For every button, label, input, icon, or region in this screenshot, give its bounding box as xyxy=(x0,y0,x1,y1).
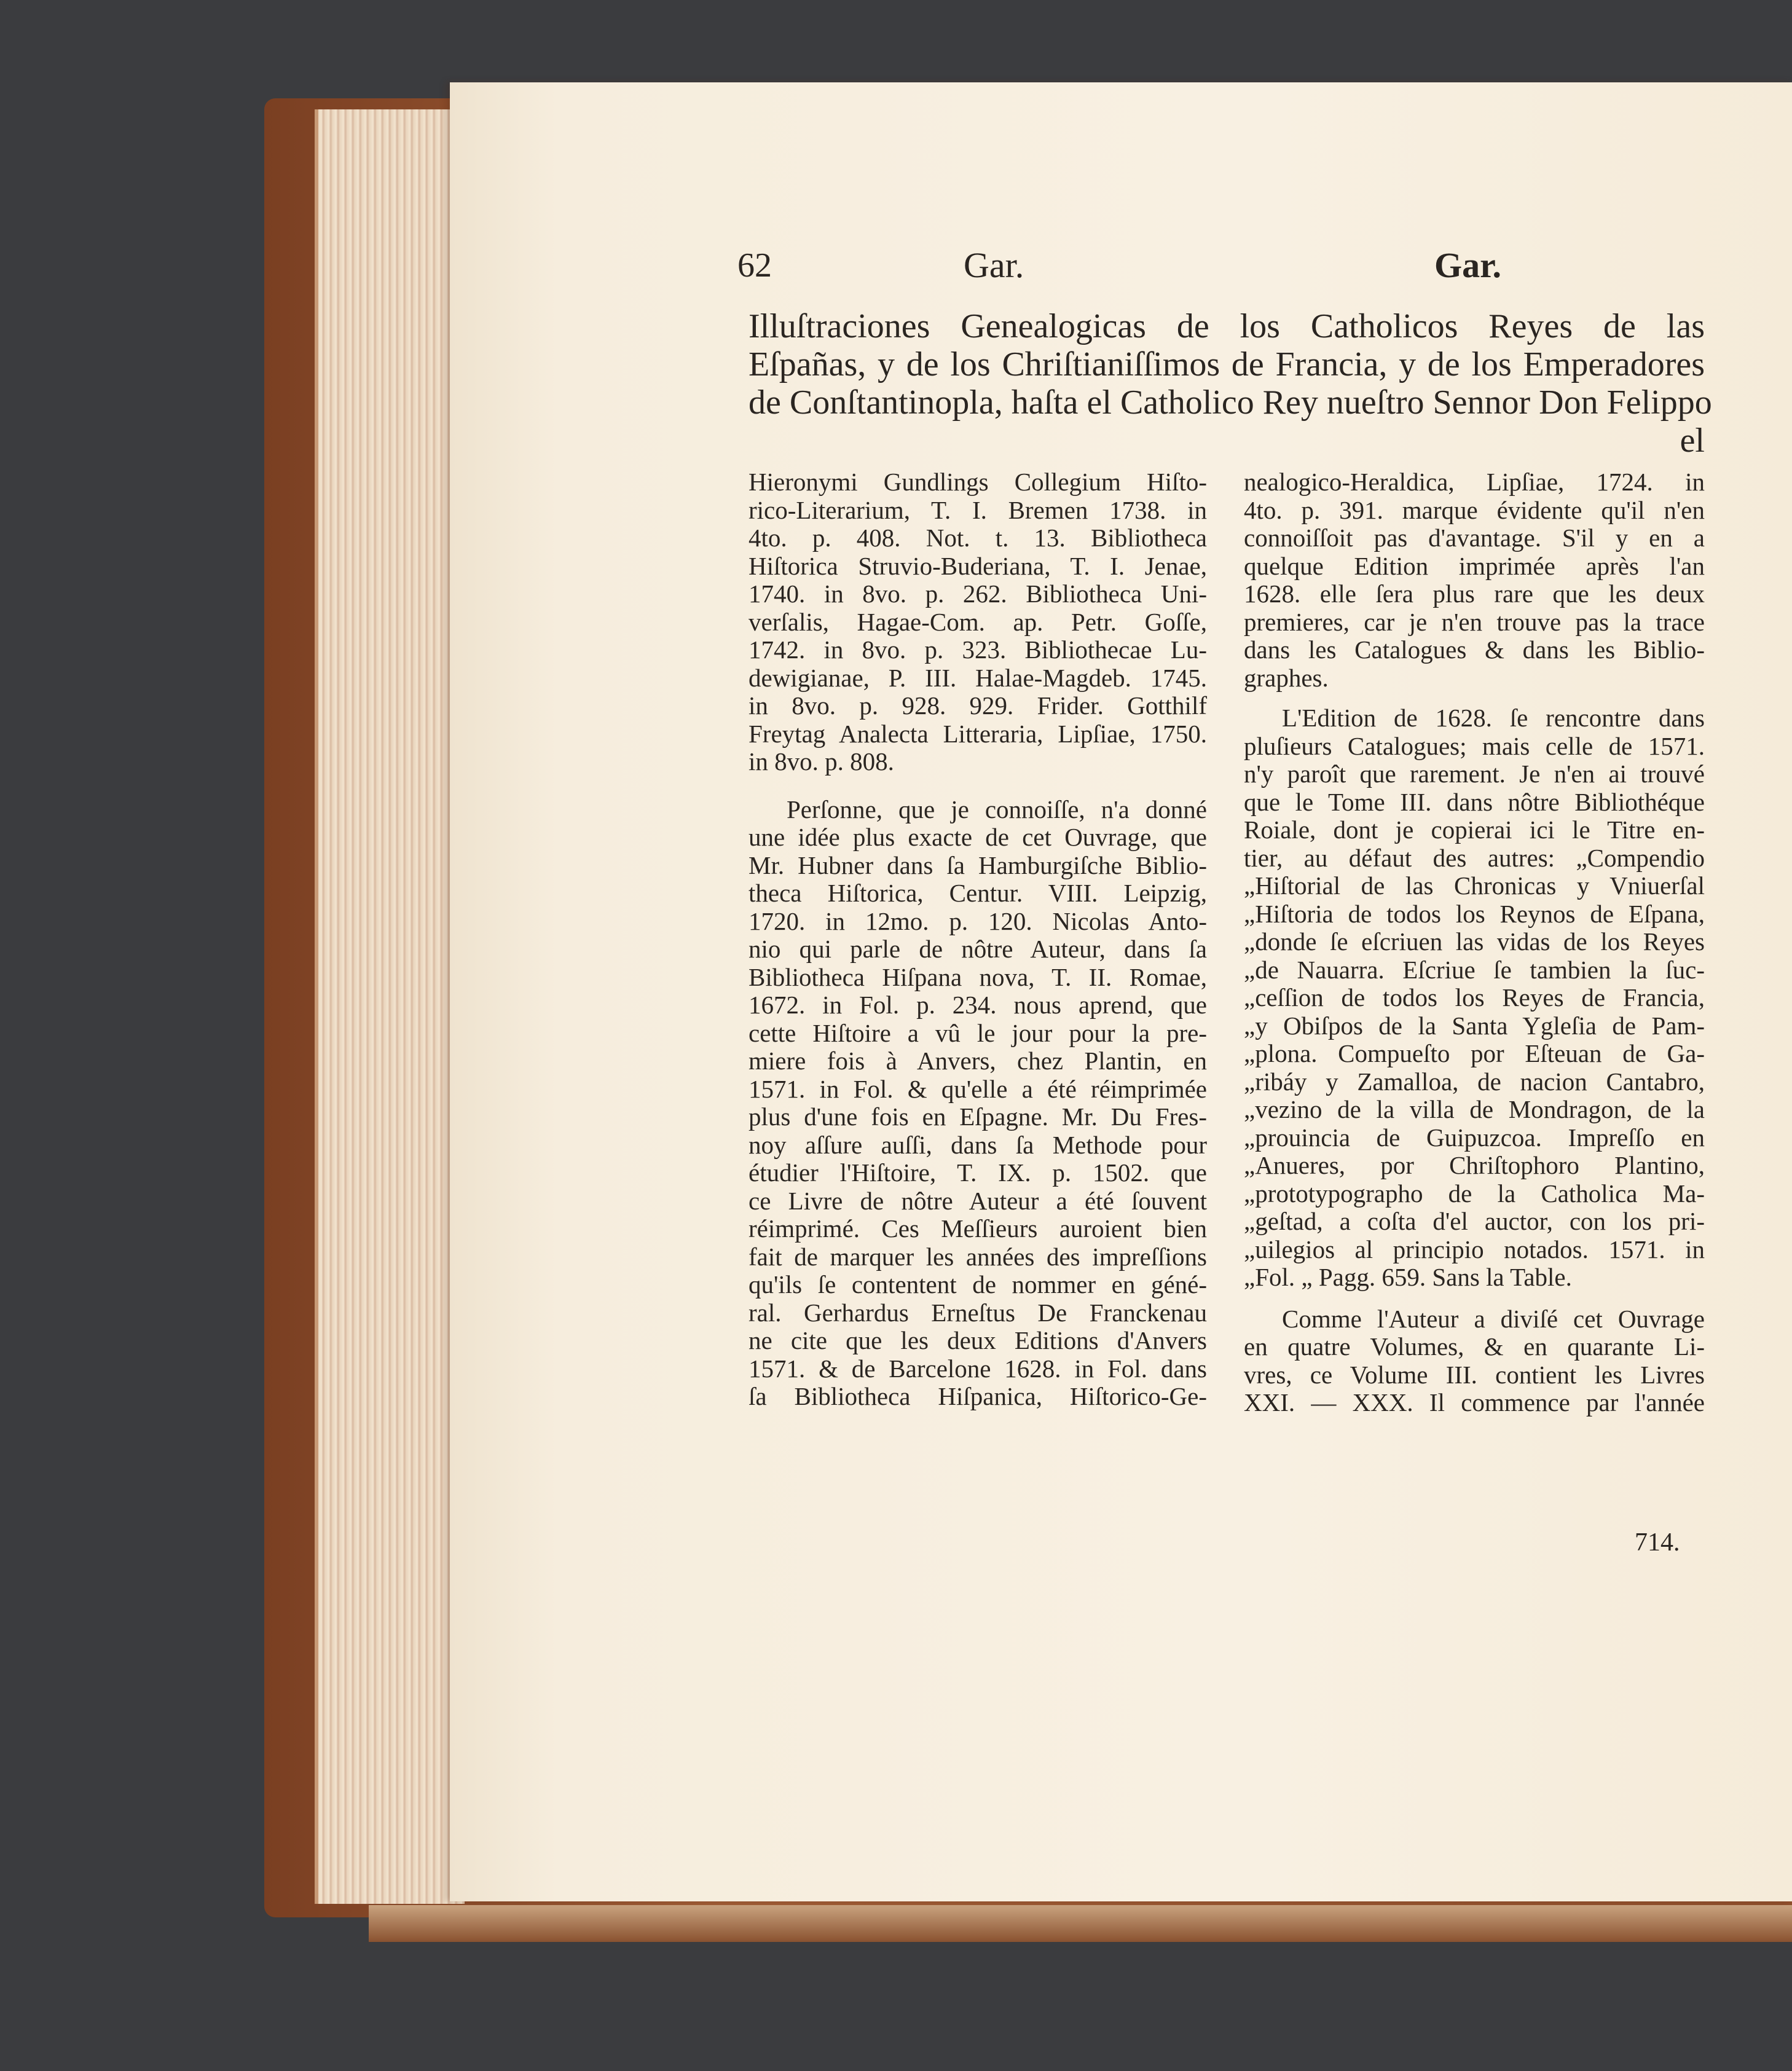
text-line: Comme l'Auteur a diviſé cet Ouvrage xyxy=(1282,1304,1705,1333)
text-line: 1571. in Fol. & qu'elle a été réimprimée xyxy=(749,1074,1207,1103)
text-line: in 8vo. p. 928. 929. Frider. Gotthilf xyxy=(749,691,1207,720)
text-line: „Anueres, por Chriſtophoro Plantino, xyxy=(1244,1151,1705,1179)
text-line: verſalis, Hagae-Com. ap. Petr. Goſſe, xyxy=(749,607,1207,636)
running-head-left: Gar. xyxy=(964,245,1024,285)
text-line: étudier l'Hiſtoire, T. IX. p. 1502. que xyxy=(749,1158,1207,1187)
text-line: L'Edition de 1628. ſe rencontre dans xyxy=(1282,704,1705,732)
left-paragraph-1 xyxy=(749,468,1207,776)
text-line: 4to. p. 391. marque évidente qu'il n'en xyxy=(1244,495,1705,524)
text-line: fait de marquer les années des impreſſions xyxy=(749,1242,1207,1271)
catchword: 714. xyxy=(1635,1528,1680,1557)
text-line: dans les Catalogues & dans les Biblio- xyxy=(1244,635,1705,664)
text-line: „prototypographo de la Catholica Ma- xyxy=(1244,1179,1705,1208)
text-line: ne cite que les deux Editions d'Anvers xyxy=(749,1326,1207,1354)
text-line: in 8vo. p. 808. xyxy=(749,747,894,776)
right-paragraph-2 xyxy=(1244,704,1705,1292)
text-line: theca Hiſtorica, Centur. VIII. Leipzig, xyxy=(749,879,1207,907)
text-line: réimprimé. Ces Meſſieurs auroient bien xyxy=(749,1214,1207,1243)
text-line: premieres, car je n'en trouve pas la trace xyxy=(1244,607,1705,636)
text-line: „uilegios al principio notados. 1571. in xyxy=(1244,1235,1705,1263)
entry-title xyxy=(749,307,1712,460)
text-line: rico-Literarium, T. I. Bremen 1738. in xyxy=(749,495,1207,524)
text-line: „ribáy y Zamalloa, de nacion Cantabro, xyxy=(1244,1067,1705,1096)
text-line: „vezino de la villa de Mondragon, de la xyxy=(1244,1095,1705,1123)
text-line: „Fol. „ Pagg. 659. Sans la Table. xyxy=(1244,1263,1572,1291)
text-line: 1628. elle ſera plus rare que les deux xyxy=(1244,580,1705,608)
text-line: 1742. in 8vo. p. 323. Bibliothecae Lu- xyxy=(749,635,1207,664)
text-line: plus d'une fois en Eſpagne. Mr. Du Fres- xyxy=(749,1102,1207,1131)
text-line: graphes. xyxy=(1244,663,1329,692)
text-line: „donde ſe eſcriuen las vidas de los Reyes xyxy=(1244,927,1705,956)
text-line: 1740. in 8vo. p. 262. Bibliotheca Uni- xyxy=(749,580,1207,608)
text-line: „ceſſion de todos los Reyes de Francia, xyxy=(1244,983,1705,1012)
title-line: de Conſtantinopla, haſta el Catholico Rey nueſtro Sennor Don Felippo xyxy=(749,383,1712,422)
text-line: Hieronymi Gundlings Collegium Hiſto- xyxy=(749,468,1207,496)
text-line: 1672. in Fol. p. 234. nous aprend, que xyxy=(749,991,1207,1019)
text-line: Roiale, dont je copierai ici le Titre en- xyxy=(1244,815,1705,844)
text-line: connoiſſoit pas d'avantage. S'il y en a xyxy=(1244,524,1705,552)
text-line: n'y paroît que rarement. Je n'en ai trouvé xyxy=(1244,760,1705,788)
text-line: „plona. Compueſto por Eſteuan de Ga- xyxy=(1244,1039,1705,1067)
text-line: Freytag Analecta Litteraria, Lipſiae, 1750. xyxy=(749,719,1207,748)
text-line: nealogico-Heraldica, Lipſiae, 1724. in xyxy=(1244,468,1705,496)
text-line: que le Tome III. dans nôtre Bibliothéque xyxy=(1244,787,1705,816)
text-line: une idée plus exacte de cet Ouvrage, que xyxy=(749,823,1207,851)
text-line: ſa Bibliotheca Hiſpanica, Hiſtorico-Ge- xyxy=(749,1382,1207,1410)
left-paragraph-2 xyxy=(749,796,1207,1411)
text-line: XXI. — XXX. Il commence par l'année xyxy=(1244,1388,1705,1417)
text-line: „Hiſtoria de todos los Reynos de Eſpana, xyxy=(1244,899,1705,928)
text-line: miere fois à Anvers, chez Plantin, en xyxy=(749,1047,1207,1075)
page-fore-edge xyxy=(315,109,465,1904)
text-line: nio qui parle de nôtre Auteur, dans ſa xyxy=(749,935,1207,963)
text-line: 4to. p. 408. Not. t. 13. Bibliotheca xyxy=(749,524,1207,552)
text-line: Perſonne, que je connoiſſe, n'a donné xyxy=(787,795,1207,823)
text-line: „prouincia de Guipuzcoa. Impreſſo en xyxy=(1244,1123,1705,1152)
text-line: quelque Edition imprimée après l'an xyxy=(1244,551,1705,580)
right-column xyxy=(1244,468,1705,1417)
text-line: ce Livre de nôtre Auteur a été ſouvent xyxy=(749,1186,1207,1215)
text-line: „Hiſtorial de las Chronicas y Vniuerſal xyxy=(1244,871,1705,900)
text-line: Bibliotheca Hiſpana nova, T. II. Romae, xyxy=(749,962,1207,991)
page-number: 62 xyxy=(737,246,772,285)
right-paragraph-3 xyxy=(1244,1305,1705,1417)
text-line: Mr. Hubner dans ſa Hamburgiſche Biblio- xyxy=(749,851,1207,879)
text-line: „y Obiſpos de la Santa Ygleſia de Pam- xyxy=(1244,1011,1705,1040)
text-line: „geſtad, a coſta d'el auctor, con los pri- xyxy=(1244,1207,1705,1235)
text-line: dewigianae, P. III. Halae-Magdeb. 1745. xyxy=(749,663,1207,692)
text-line: Hiſtorica Struvio-Buderiana, T. I. Jenae, xyxy=(749,551,1207,580)
text-line: pluſieurs Catalogues; mais celle de 1571. xyxy=(1244,731,1705,760)
text-line: „de Nauarra. Eſcriue ſe tambien la ſuc- xyxy=(1244,955,1705,984)
title-line: Illuſtraciones Genealogicas de los Catholicos Reyes de las xyxy=(749,307,1705,345)
text-line: en quatre Volumes, & en quarante Li- xyxy=(1244,1332,1705,1361)
text-line: 1571. & de Barcelone 1628. in Fol. dans xyxy=(749,1354,1207,1383)
text-line: 1720. in 12mo. p. 120. Nicolas Anto- xyxy=(749,906,1207,935)
book-bottom-edge xyxy=(369,1905,1792,1942)
text-line: noy aſſure auſſi, dans ſa Methode pour xyxy=(749,1130,1207,1159)
text-line: ral. Gerhardus Erneſtus De Franckenau xyxy=(749,1298,1207,1327)
text-line: qu'ils ſe contentent de nommer en géné- xyxy=(749,1270,1207,1299)
text-line: tier, au défaut des autres: „Compendio xyxy=(1244,843,1705,872)
text-line: vres, ce Volume III. contient les Livres xyxy=(1244,1360,1705,1389)
right-paragraph-1 xyxy=(1244,468,1705,692)
text-line: cette Hiſtoire a vû le jour pour la pre- xyxy=(749,1018,1207,1047)
left-column xyxy=(749,468,1207,1411)
title-line: el xyxy=(1680,422,1705,460)
running-head-right: Gar. xyxy=(1434,245,1502,285)
title-line: Eſpañas, y de los Chriſtianiſſimos de Francia, y de los Emperadores xyxy=(749,345,1705,383)
